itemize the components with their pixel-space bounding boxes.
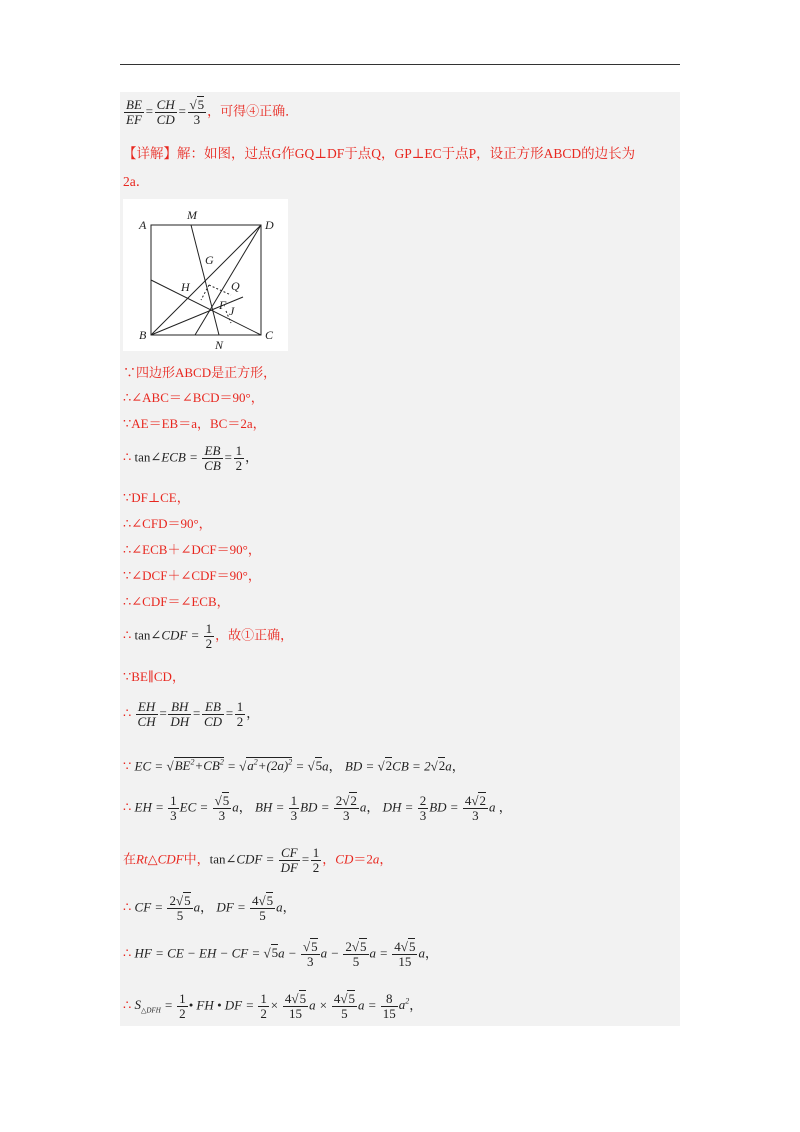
step-cf-df: ∴ CF = $\frac{2√5}{5}$ a， DF = $\frac{4√5}{5}$ a， xyxy=(123,893,296,923)
step-right-angles: ∴∠ABC＝∠BCD＝90°， xyxy=(123,390,264,405)
label-q: Q xyxy=(231,279,240,293)
result-line: $\frac{BE}{EF}$ = $\frac{CH}{CD}$ = $\frac{√5}{3}$ ，可得④正确． xyxy=(126,97,299,127)
step-ratio: ∴ $\frac{EH}{CH}$ = $\frac{BH}{DH}$ = $\frac{EB}{CD}$ = $\frac{1}{2}$ ， xyxy=(123,699,260,729)
step-cfd: ∴∠CFD＝90°， xyxy=(123,516,212,531)
step-parallel: ∵BE∥CD， xyxy=(123,669,185,684)
step-hf: ∴ HF = CE − EH − CF = √5a − $\frac{√5}{3}$ a − $\frac{2√5}{5}$ a = $\frac{4√5}{15}$ a， xyxy=(123,939,438,969)
header-rule xyxy=(120,64,680,65)
step-tan-cdf: ∴ tan∠CDF = $\frac{1}{2}$ ，故①正确， xyxy=(123,621,294,651)
label-j: J xyxy=(229,304,235,318)
label-b: B xyxy=(139,328,147,342)
solution-panel xyxy=(120,92,680,1026)
step-segments: ∴ EH = $\frac{1}{3}$ EC = $\frac{√5}{3}$ a， BH = $\frac{1}{3}$ BD = $\frac{2√2}{3}$ a， DH = $\frac{2}{3}$ BD = $\frac{4√2}{3}$ a ， xyxy=(123,793,512,823)
step-tan-ecb: ∴ tan∠ECB = $\frac{EB}{CB}$ = $\frac{1}{2}$ ， xyxy=(123,443,259,473)
label-n: N xyxy=(215,338,224,351)
step-sum2: ∵∠DCF＋∠CDF＝90°， xyxy=(123,568,261,583)
step-area: ∴ $S_{\triangle DFH}$ = $\frac{1}{2}$ • FH • DF = $\frac{1}{2}$ × $\frac{4√5}{15}$ a × $\frac{4√5}{5}$ a = $\frac{8}{15}$ $a^2$， xyxy=(123,991,423,1021)
label-m: M xyxy=(187,208,197,222)
step-equal-angles: ∴∠CDF＝∠ECB， xyxy=(123,594,230,609)
label-c: C xyxy=(265,328,274,342)
detail-continuation: 2a． xyxy=(123,174,150,189)
line-ec xyxy=(151,280,261,335)
result-text: ，可得④正确． xyxy=(207,103,299,119)
label-h: H xyxy=(181,280,190,294)
line-bd xyxy=(151,225,261,335)
label-a: A xyxy=(139,218,147,232)
step-square: ∵四边形ABCD是正方形， xyxy=(123,365,277,380)
label-f: F xyxy=(219,298,227,312)
square-diagram xyxy=(123,199,288,351)
label-g: G xyxy=(205,253,214,267)
step-sum1: ∴∠ECB＋∠DCF＝90°， xyxy=(123,542,261,557)
label-d: D xyxy=(265,218,274,232)
detail-heading: 【详解】解：如图，过点G作GQ⊥DF于点Q，GP⊥EC于点P，设正方形ABCD的边长为 xyxy=(123,146,636,161)
step-lengths: ∵AE＝EB＝a，BC＝2a， xyxy=(123,416,266,431)
geometry-figure xyxy=(123,199,288,351)
step-perpendicular: ∵DF⊥CE， xyxy=(123,490,190,505)
step-ec-length: ∵ EC = $√BE^2+CB^2 = √a^2+(2a)^2 = √5a$， BD = √2CB = 2√2a， xyxy=(123,758,465,774)
step-right-triangle: 在Rt△CDF中，tan∠CDF = $\frac{CF}{DF}$ = $\frac{1}{2}$ ，CD＝2a， xyxy=(123,845,393,875)
